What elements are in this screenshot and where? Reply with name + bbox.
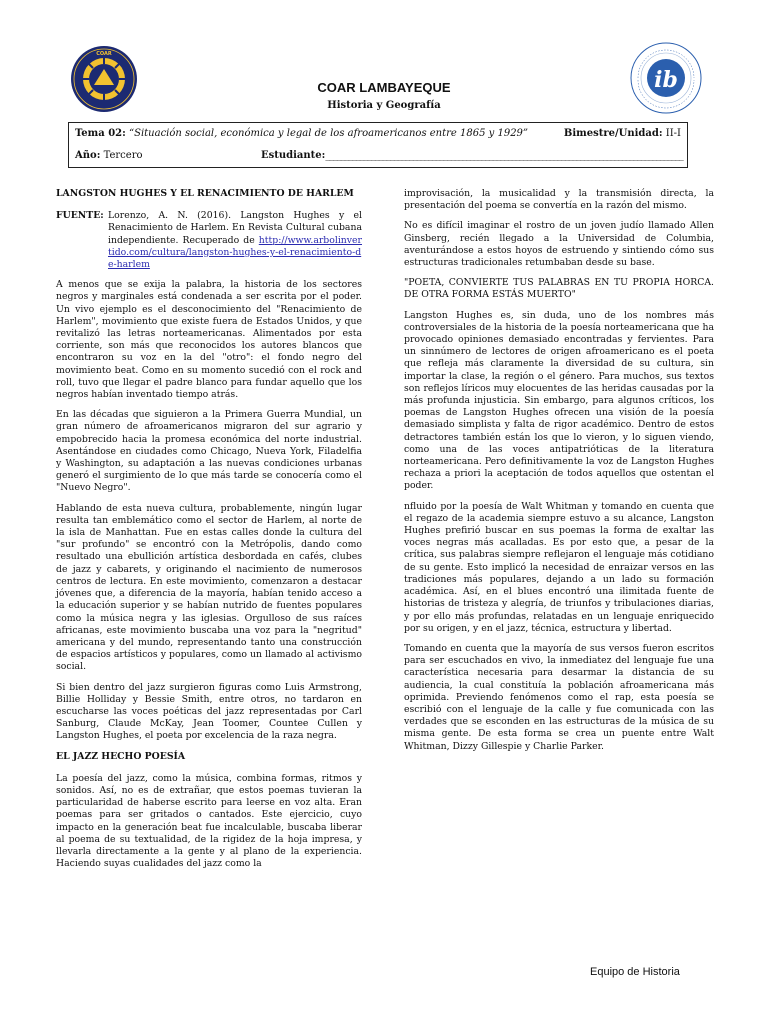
estudiante-field	[261, 150, 683, 161]
right-column	[404, 188, 714, 761]
paragraph: No es difícil imaginar el rostro de un joven judío llamado Allen Ginsberg, recién llegado a la Universidad de Columbia, aventurándose a estos hoyos de estruendo y sintiendo cómo sus estructuras tradicionales retumbaban desde su base.	[404, 220, 714, 269]
paragraph: improvisación, la musicalidad y la transmisión directa, la presentación del poema se convertía en la razón del mismo.	[404, 188, 714, 212]
paragraph: A menos que se exija la palabra, la historia de los sectores negros y marginales está condenada a ser escrita por el poder. Un vivo ejemplo es el desconocimiento del "Renacimiento de Harlem", movimiento que existe fuera de Estados Unidos, y que revitalizó las letras norteamericanas. Alimentados por esta corriente, son más que reconocidos los autores blancos que encontraron su voz en la del "otro": el fondo negro del movimiento beat. Como en su momento sucedió con el rock and roll, tuvo que llegar el padre blanco para fundar aquello que los negros habían inventado tiempo atrás.	[56, 279, 362, 401]
paragraph: Tomando en cuenta que la mayoría de sus versos fueron escritos para ser escuchados en vivo, la inmediatez del lenguaje fue una característica necesaria para desarmar la distancia de su audiencia, la cual constituía la población afroamericana más oprimida. Previendo fenómenos como el rap, esta poesía se escribió con el lenguaje de la calle y fue comunicada con las verdades que se esconden en las estructuras de la música de su misma gente. De esta forma se crea un puente entre Walt Whitman, Dizzy Gillespie y Charlie Parker.	[404, 642, 714, 752]
svg-text:COAR: COAR	[96, 51, 112, 57]
source-text: Lorenzo, A. N. (2016). Langston Hughes y el Renacimiento de Harlem. En Revista Cultural cubana independiente. Recuperado de	[108, 210, 362, 246]
section-heading: "POETA, CONVIERTE TUS PALABRAS EN TU PROPIA HORCA. DE OTRA FORMA ESTÁS MUERTO"	[404, 277, 714, 301]
paragraph: nfluido por la poesía de Walt Whitman y tomando en cuenta que el regazo de la academia siempre estuvo a su alcance, Langston Hughes prefirió buscar en sus poemas la forma de exaltar las voces negras más acalladas. Es por esto que, a pesar de la crítica, sus palabras siempre reflejaron el lenguaje más cotidiano de su gente. Esto implicó la necesidad de enraizar versos en las tradiciones más populares, dejando a un lado su formación académica. Así, en el blues encontró una ilimitada fuente de historias de tristeza y alegría, de triunfos y tribulaciones diarias, y por ello más profundas, relatadas en un lenguaje enriquecido por su origen, y en el jazz, técnica, estructura y libertad.	[404, 500, 714, 634]
anio-value: Tercero	[103, 150, 143, 161]
bimestre-value: II-I	[665, 128, 681, 139]
tema-title: “Situación social, económica y legal de los afroamericanos entre 1865 y 1929”	[129, 128, 529, 139]
paragraph: Si bien dentro del jazz surgieron figuras como Luis Armstrong, Billie Holliday y Bessie Smith, entre otros, no tardaron en escucharse las voces poéticas del jazz representadas por Carl Sanburg, Claude McKay, Jean Toomer, Countee Cullen y Langston Hughes, el poeta por excelencia de la raza negra.	[56, 681, 362, 742]
bimestre-label: Bimestre/Unidad:	[563, 128, 663, 139]
worksheet-info-box	[68, 122, 688, 168]
estudiante-line: ______________________________________________________________________________________________	[325, 150, 683, 161]
tema-row	[75, 128, 683, 139]
svg-text:ib: ib	[654, 67, 678, 93]
anio-label: Año:	[75, 150, 101, 161]
source-link[interactable]: http://www.arbolinvertido.com/cultura/langston-hughes-y-el-renacimiento-de-harlem	[108, 234, 362, 271]
paragraph: En las décadas que siguieron a la Primera Guerra Mundial, un gran número de afroamericanos migraron del sur agrario y empobrecido hacia la promesa económica del norte industrial. Asentándose en ciudades como Chicago, Nueva York, Filadelfia y Washington, su adaptación a las nuevas condiciones urbanas generó el surgimiento de lo que más tarde se conocería como el "Nuevo Negro".	[56, 409, 362, 494]
estudiante-label: Estudiante:	[261, 150, 326, 161]
paragraph: Hablando de esta nueva cultura, probablemente, ningún lugar resulta tan emblemático como el sector de Harlem, al norte de la isla de Manhattan. Fue en estas calles donde la cultura del "sur profundo" se encontró con la Metrópolis, dando como resultado una ebullición artística desbordada en cafés, clubes de jazz y cabarets, y originando el nacimiento de numerosos centros de lectura. En este movimiento, comenzaron a destacar jóvenes que, a diferencia de la mayoría, habían tenido acceso a la educación superior y se habían nutrido de fuentes populares como la música negra y las iglesias. Orgulloso de sus raíces africanas, este movimiento buscaba una voz para la "negritud" americana y del mundo, representando tanto una construcción de espacios artísticos y populares, como un llamado al activismo social.	[56, 502, 362, 673]
tema-label: Tema 02:	[75, 128, 126, 139]
source-citation	[56, 210, 362, 271]
source-label: FUENTE:	[56, 210, 104, 222]
footer-text: Equipo de Historia	[590, 966, 680, 978]
student-row	[75, 150, 683, 161]
subject-title: Historia y Geografía	[327, 100, 441, 111]
left-column	[56, 188, 362, 878]
section-heading: EL JAZZ HECHO POESÍA	[56, 750, 186, 762]
paragraph: La poesía del jazz, como la música, combina formas, ritmos y sonidos. Así, no es de extrañar, que estos poemas tuvieran la particularidad de haberse escrito para leerse en voz alta. Eran poemas para ser gritados o cantados. Este ejercicio, cuyo impacto en la generación beat fue incalculable, buscaba liberar al poema de su textualidad, de la rigidez de la hoja impresa, y llevarla directamente a la gente y al plano de la experiencia. Haciendo suyas cualidades del jazz como la	[56, 772, 362, 870]
school-name: COAR LAMBAYEQUE	[317, 80, 451, 95]
paragraph: Langston Hughes es, sin duda, uno de los nombres más controversiales de la historia de la poesía norteamericana que ha provocado opiniones demasiado encontradas y fervientes. Para un sinnúmero de lectores de origen afroamericano es el poeta que refleja más claramente la diversidad de su cultura, sin importar la clase, la región o el género. Para muchos, sus textos son reflejos líricos muy elocuentes de las heridas causadas por la más profunda injusticia. Sin embargo, para algunos críticos, los poemas de Langston Hughes ofrecen una visión de la poesía demasiado simplista y falta de rigor académico. Dentro de estos detractores también están los que lo vieron, y lo siguen viendo, como una de las voces antipatrióticas de la literatura norteamericana. Pero definitivamente la voz de Langston Hughes rechaza a priori la aceptación de todos aquellos que ostentan el poder.	[404, 309, 714, 492]
bimestre-field	[564, 128, 681, 139]
article-title: LANGSTON HUGHES Y EL RENACIMIENTO DE HARLEM	[56, 188, 354, 199]
